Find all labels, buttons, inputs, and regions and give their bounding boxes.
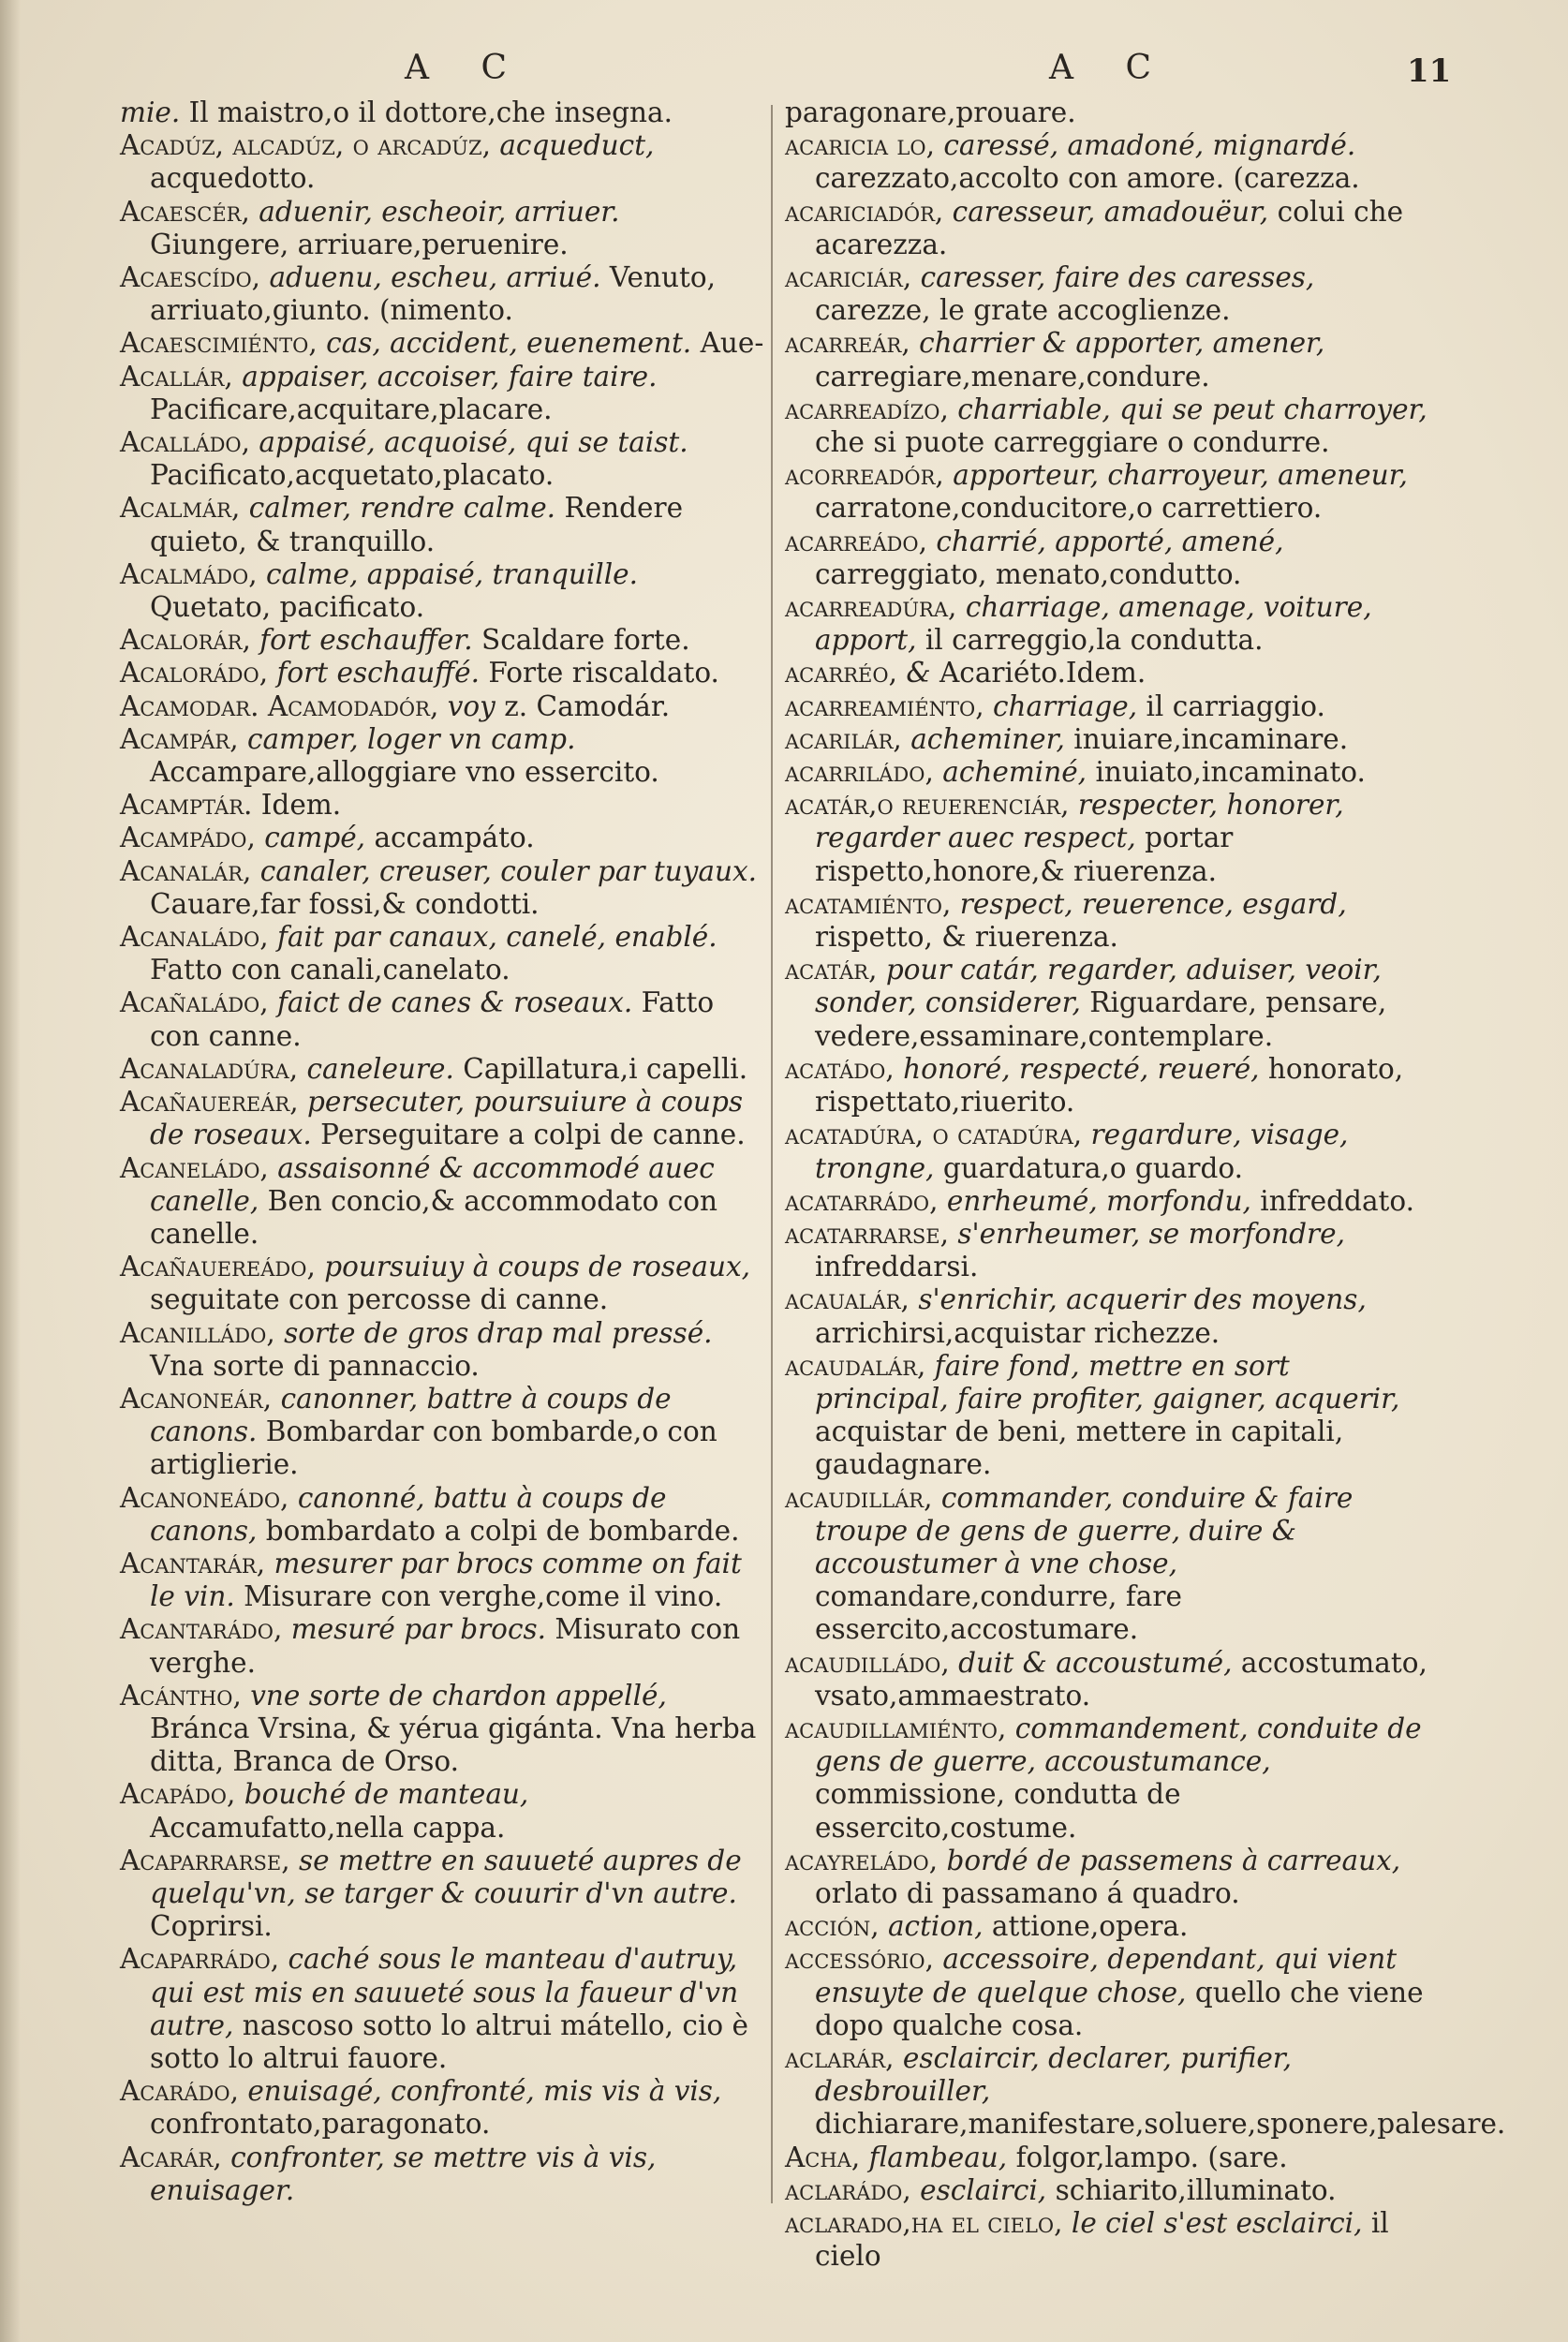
running-head-left: A C bbox=[405, 49, 527, 87]
entry-french: le ciel s'est esclairci, bbox=[1071, 2207, 1363, 2239]
entry-italian: accampáto. bbox=[374, 822, 535, 854]
dictionary-entry bbox=[785, 129, 1431, 195]
entry-french: faict de canes & roseaux. bbox=[277, 986, 633, 1019]
entry-headword: Acañauereádo, bbox=[120, 1251, 316, 1283]
entry-french: commander, conduire & faire troupe de gens de guerre, duire & accoustumer à vne chose, bbox=[815, 1481, 1354, 1579]
entry-french: respect, reuerence, esgard, bbox=[959, 887, 1347, 920]
entry-italian: comandare,condurre, fare essercito,accostumare. bbox=[815, 1580, 1182, 1646]
entry-headword: acaricia lo, bbox=[785, 129, 935, 162]
entry-headword: Acallár, bbox=[120, 360, 233, 393]
entry-french: vne sorte de chardon appellé, bbox=[250, 1679, 667, 1712]
dictionary-entry bbox=[785, 1910, 1431, 1943]
entry-headword: Acanaládo, bbox=[120, 921, 269, 954]
entry-french: canonné, battu à coups de canons, bbox=[150, 1481, 667, 1547]
entry-italian: infreddarsi. bbox=[815, 1251, 979, 1283]
entry-headword: aclarádo, bbox=[785, 2173, 911, 2206]
entry-headword: aclarár, bbox=[785, 2041, 895, 2074]
entry-french: s'enrichir, acquerir des moyens, bbox=[918, 1283, 1367, 1316]
dictionary-entry bbox=[785, 2207, 1431, 2273]
entry-headword: accessório, bbox=[785, 1943, 934, 1976]
entry-italian: paragonare,prouare. bbox=[785, 96, 1076, 128]
entry-headword: Acamptár. bbox=[120, 789, 253, 822]
running-head-right: A C bbox=[1049, 49, 1172, 87]
entry-french: bouché de manteau, bbox=[244, 1778, 529, 1811]
dictionary-entry bbox=[120, 1053, 766, 1086]
entry-headword: acatár, bbox=[785, 954, 878, 986]
entry-italian: nascoso sotto lo altrui mátello, cio è sotto lo altrui fauore. bbox=[150, 2008, 748, 2074]
entry-italian: carratone,conducitore,o carrettiero. bbox=[815, 492, 1323, 525]
entry-french: charriage, bbox=[993, 689, 1138, 722]
entry-italian: Bombardar con bombarde,o con artiglierie. bbox=[150, 1416, 717, 1481]
dictionary-entry bbox=[785, 657, 1431, 689]
entry-headword: acatamiénto, bbox=[785, 887, 952, 920]
entry-headword: Acha, bbox=[785, 2141, 861, 2173]
entry-french: assaisonné & accommodé auec canelle, bbox=[150, 1151, 715, 1217]
entry-italian: commissione, condutta de essercito,costume. bbox=[815, 1778, 1181, 1844]
entry-headword: Acarádo, bbox=[120, 2075, 239, 2108]
dictionary-entry bbox=[120, 426, 766, 492]
entry-headword: Acanoneár, bbox=[120, 1382, 273, 1415]
entry-italian: Capillatura,i capelli. bbox=[463, 1052, 748, 1085]
entry-italian: attione,opera. bbox=[991, 1910, 1189, 1943]
entry-italian: carreggiato, menato,condutto. bbox=[815, 557, 1242, 590]
entry-french: calme, appaisé, tranquille. bbox=[265, 557, 639, 590]
entry-italian: Misurato con verghe. bbox=[150, 1613, 741, 1679]
dictionary-entry bbox=[785, 1647, 1431, 1712]
entry-italian: carezze, le grate accoglienze. bbox=[815, 294, 1231, 327]
dictionary-entry bbox=[120, 129, 766, 195]
entry-headword: acción, bbox=[785, 1910, 880, 1943]
entry-headword: Acanalár, bbox=[120, 854, 252, 887]
entry-french: commandement, conduite de gens de guerre, accoustumance, bbox=[815, 1712, 1422, 1778]
entry-headword: Acanaladúra, bbox=[120, 1052, 299, 1085]
entry-french: mesuré par brocs. bbox=[290, 1613, 546, 1646]
entry-italian: Forte riscaldato. bbox=[488, 657, 719, 689]
entry-french: regardure, visage, trongne, bbox=[815, 1119, 1349, 1184]
entry-french: appaiser, accoiser, faire taire. bbox=[242, 360, 658, 393]
entry-italian: orlato di passamano á quadro. bbox=[815, 1876, 1240, 1909]
entry-french: voy bbox=[447, 689, 496, 722]
entry-french: caché sous le manteau d'autruy, qui est mis en sauueté sous la faueur d'vn autre, bbox=[150, 1943, 739, 2041]
entry-headword: Acalmádo, bbox=[120, 557, 258, 590]
entry-french: respecter, honorer, regarder auec respect, bbox=[815, 789, 1344, 854]
entry-italian: Idem. bbox=[260, 789, 342, 822]
dictionary-entry bbox=[785, 2041, 1506, 2142]
entry-french: duit & accoustumé, bbox=[958, 1646, 1233, 1679]
entry-french: acheminé, bbox=[942, 756, 1087, 789]
entry-headword: Acampádo, bbox=[120, 822, 256, 854]
dictionary-entry bbox=[785, 888, 1431, 954]
entry-headword: acorreadór, bbox=[785, 459, 944, 492]
dictionary-entry bbox=[120, 96, 766, 129]
dictionary-entry bbox=[120, 261, 766, 327]
entry-italian: Riguardare, pensare, vedere,essaminare,contemplare. bbox=[815, 986, 1387, 1052]
entry-french: fait par canaux, canelé, enablé. bbox=[277, 921, 717, 954]
dictionary-entry bbox=[120, 921, 766, 986]
dictionary-entry bbox=[120, 624, 766, 657]
entry-headword: acarriládo, bbox=[785, 756, 934, 789]
entry-italian: seguitate con percosse di canne. bbox=[150, 1283, 609, 1316]
entry-italian: Accampare,alloggiare vno essercito. bbox=[150, 756, 659, 789]
entry-italian: Cauare,far fossi,& condotti. bbox=[150, 887, 540, 920]
entry-italian: Perseguitare a colpi de canne. bbox=[320, 1119, 746, 1151]
entry-french: aduenir, escheoir, arriuer. bbox=[259, 195, 620, 228]
entry-french: fort eschauffé. bbox=[276, 657, 480, 689]
entry-french: confronter, se mettre vis à vis, enuisager. bbox=[150, 2141, 657, 2206]
dictionary-entry bbox=[785, 261, 1431, 327]
entry-headword: Acaescér, bbox=[120, 195, 250, 228]
entry-french: esclairci, bbox=[920, 2173, 1047, 2206]
entry-italian: guardatura,o guardo. bbox=[942, 1151, 1244, 1184]
entry-italian: Il maistro,o il dottore,che insegna. bbox=[188, 96, 673, 128]
entry-french: & bbox=[906, 657, 931, 689]
dictionary-entry bbox=[785, 789, 1431, 888]
entry-italian: schiarito,illuminato. bbox=[1055, 2173, 1337, 2206]
entry-french: appaisé, acquoisé, qui se taist. bbox=[259, 426, 688, 459]
dictionary-entry bbox=[785, 2142, 1431, 2174]
dictionary-entry bbox=[120, 2142, 766, 2207]
entry-headword: acarréo, bbox=[785, 657, 897, 689]
entry-italian: Coprirsi. bbox=[150, 1910, 273, 1943]
dictionary-entry bbox=[785, 1350, 1431, 1482]
entry-headword: Acaparrarse, bbox=[120, 1844, 290, 1876]
entry-french: charrié, apporté, amené, bbox=[936, 525, 1284, 557]
entry-headword: acaudillár, bbox=[785, 1481, 933, 1514]
entry-headword: acaudalár, bbox=[785, 1349, 926, 1382]
entry-french: poursuiuy à coups de roseaux, bbox=[324, 1251, 751, 1283]
entry-italian: che si puote carreggiare o condurre. bbox=[815, 426, 1330, 459]
entry-french: mesurer par brocs comme on fait le vin. bbox=[150, 1547, 742, 1613]
entry-french: enrheumé, morfondu, bbox=[946, 1184, 1251, 1217]
entry-italian: colui che acarezza. bbox=[815, 195, 1404, 260]
entry-italian: Venuto, arriuato,giunto. (nimento. bbox=[150, 261, 716, 327]
dictionary-entry bbox=[785, 1712, 1431, 1845]
dictionary-entry bbox=[120, 1548, 766, 1613]
entry-italian: il carriaggio. bbox=[1146, 689, 1325, 722]
entry-french: action, bbox=[887, 1910, 984, 1943]
entry-italian: z. Camodár. bbox=[504, 689, 671, 722]
entry-headword: Acañauereár, bbox=[120, 1086, 299, 1119]
entry-french: canonner, battre à coups de canons. bbox=[150, 1382, 672, 1448]
entry-french: campé, bbox=[264, 822, 366, 854]
entry-french: sorte de gros drap mal pressé. bbox=[284, 1316, 713, 1349]
dictionary-entry bbox=[120, 1086, 766, 1151]
entry-headword: Acalorár, bbox=[120, 624, 251, 657]
entry-headword: acarilár, bbox=[785, 722, 902, 755]
entry-italian: carregiare,menare,condure. bbox=[815, 360, 1210, 393]
entry-headword: Acalorádo, bbox=[120, 657, 269, 689]
entry-italian: carezzato,accolto con amore. (carezza. bbox=[815, 162, 1360, 195]
dictionary-entry bbox=[120, 327, 766, 360]
entry-italian: Pacificare,acquitare,placare. bbox=[150, 393, 553, 425]
entry-headword: acarreádo, bbox=[785, 525, 927, 557]
entry-italian: Aue- bbox=[700, 327, 764, 360]
dictionary-entry bbox=[785, 1185, 1431, 1218]
dictionary-entry bbox=[120, 1383, 766, 1482]
entry-french: faire fond, mettre en sort principal, faire profiter, gaigner, acquerir, bbox=[815, 1349, 1400, 1415]
entry-headword: acatarrádo, bbox=[785, 1184, 939, 1217]
dictionary-entry bbox=[120, 789, 766, 822]
dictionary-entry bbox=[785, 1218, 1431, 1283]
entry-headword: Acamodar. Acamodadór, bbox=[120, 689, 439, 722]
dictionary-entry bbox=[785, 526, 1431, 591]
entry-italian: Misurare con verghe,come il vino. bbox=[244, 1580, 723, 1613]
entry-french: camper, loger vn camp. bbox=[247, 722, 576, 755]
dictionary-entry bbox=[120, 361, 766, 426]
entry-french: flambeau, bbox=[868, 2141, 1008, 2173]
dictionary-entry bbox=[785, 1845, 1431, 1910]
dictionary-entry bbox=[120, 690, 766, 723]
dictionary-entry bbox=[120, 1482, 766, 1548]
entry-french: persecuter, poursuiure à coups de roseaux. bbox=[150, 1086, 744, 1151]
entry-french: mie. bbox=[120, 96, 181, 128]
dictionary-entry bbox=[120, 1680, 766, 1779]
dictionary-entry bbox=[120, 1778, 766, 1844]
entry-french: charrier & apporter, amener, bbox=[919, 327, 1325, 360]
entry-headword: acatadúra, o catadúra, bbox=[785, 1119, 1083, 1151]
entry-headword: acarreamiénto, bbox=[785, 689, 984, 722]
entry-headword: acayreládo, bbox=[785, 1844, 939, 1876]
dictionary-entry bbox=[785, 954, 1431, 1053]
dictionary-entry bbox=[785, 723, 1431, 756]
entry-italian: Acariéto.Idem. bbox=[939, 657, 1146, 689]
right-column bbox=[785, 96, 1506, 2273]
entry-headword: acatár,o reuerenciár, bbox=[785, 789, 1070, 822]
entry-italian: il carreggio,la condutta. bbox=[925, 624, 1264, 657]
dictionary-entry bbox=[120, 1152, 766, 1252]
entry-headword: acaudilládo, bbox=[785, 1646, 950, 1679]
entry-headword: Acaescído, bbox=[120, 261, 261, 294]
entry-italian: il cielo bbox=[815, 2207, 1389, 2273]
entry-italian: portar rispetto,honore,& riuerenza. bbox=[815, 822, 1234, 887]
entry-italian: confrontato,paragonato. bbox=[150, 2108, 491, 2141]
entry-french: esclaircir, declarer, purifier, desbrouiller, bbox=[815, 2041, 1293, 2108]
entry-headword: acariciár, bbox=[785, 261, 912, 294]
entry-headword: Acántho, bbox=[120, 1679, 242, 1712]
entry-headword: Acantarádo, bbox=[120, 1613, 283, 1646]
entry-italian: Bránca Vrsina, & yérua gigánta. Vna herba ditta, Branca de Orso. bbox=[150, 1712, 757, 1778]
dictionary-entry bbox=[120, 1613, 766, 1679]
page-number: 11 bbox=[1407, 52, 1452, 90]
dictionary-entry bbox=[120, 1251, 766, 1316]
dictionary-entry bbox=[120, 855, 766, 921]
entry-headword: Acantarár, bbox=[120, 1547, 266, 1579]
dictionary-entry bbox=[120, 1943, 766, 2075]
dictionary-entry bbox=[785, 756, 1431, 789]
entry-headword: acaualár, bbox=[785, 1283, 910, 1316]
entry-french: charriable, qui se peut charroyer, bbox=[957, 393, 1427, 425]
entry-headword: acarreadízo, bbox=[785, 393, 949, 425]
dictionary-entry bbox=[120, 723, 766, 789]
entry-french: s'enrheumer, se morfondre, bbox=[957, 1217, 1345, 1250]
entry-headword: Acaescimiénto, bbox=[120, 327, 318, 360]
entry-headword: Acanoneádo, bbox=[120, 1481, 289, 1514]
entry-headword: Acapádo, bbox=[120, 1778, 236, 1811]
dictionary-entry bbox=[785, 393, 1431, 459]
dictionary-entry bbox=[120, 2075, 766, 2141]
dictionary-entry bbox=[120, 1317, 766, 1383]
entry-french: acqueduct, bbox=[499, 129, 655, 162]
entry-french: bordé de passemens à carreaux, bbox=[946, 1844, 1401, 1876]
entry-french: honoré, respecté, reueré, bbox=[903, 1052, 1260, 1085]
dictionary-entry bbox=[785, 2174, 1431, 2207]
entry-headword: acaudillamiénto, bbox=[785, 1712, 1007, 1744]
entry-headword: aclarado,ha el cielo, bbox=[785, 2207, 1063, 2239]
dictionary-entry bbox=[785, 591, 1431, 657]
entry-italian: Ben concio,& accommodato con canelle. bbox=[150, 1184, 718, 1250]
entry-french: charriage, amenage, voiture, apport, bbox=[815, 591, 1372, 657]
entry-headword: Acampár, bbox=[120, 722, 239, 755]
entry-headword: Acañaládo, bbox=[120, 986, 269, 1019]
entry-headword: Acanilládo, bbox=[120, 1316, 275, 1349]
entry-italian: inuiato,incaminato. bbox=[1095, 756, 1366, 789]
binding-shadow bbox=[0, 0, 21, 2342]
dictionary-entry bbox=[785, 1283, 1431, 1349]
dictionary-entry bbox=[120, 558, 766, 624]
entry-italian: Accamufatto,nella cappa. bbox=[150, 1811, 506, 1844]
entry-headword: Acarár, bbox=[120, 2141, 222, 2173]
dictionary-entry bbox=[785, 196, 1431, 261]
entry-italian: dichiarare,manifestare,soluere,sponere,palesare. bbox=[815, 2108, 1506, 2141]
entry-headword: acatarrarse, bbox=[785, 1217, 949, 1250]
entry-french: enuisagé, confronté, mis vis à vis, bbox=[247, 2075, 722, 2108]
entry-italian: Vna sorte di pannaccio. bbox=[150, 1349, 480, 1382]
entry-headword: Acaneládo, bbox=[120, 1151, 269, 1184]
entry-headword: Acalmár, bbox=[120, 492, 241, 525]
entry-french: calmer, rendre calme. bbox=[248, 492, 556, 525]
entry-french: accessoire, dependant, qui vient ensuyte de quelque chose, bbox=[815, 1943, 1398, 2008]
entry-headword: Acalládo, bbox=[120, 426, 251, 459]
column-divider bbox=[771, 105, 773, 2203]
entry-italian: acquistar de beni, mettere in capitali, gaudagnare. bbox=[815, 1416, 1344, 1481]
dictionary-entry bbox=[785, 1119, 1431, 1184]
dictionary-entry bbox=[120, 492, 766, 557]
entry-italian: folgor,lampo. (sare. bbox=[1015, 2141, 1288, 2173]
dictionary-entry bbox=[785, 1943, 1431, 2042]
entry-french: caresseur, amadouëur, bbox=[952, 195, 1269, 228]
dictionary-entry bbox=[785, 327, 1431, 393]
dictionary-entry bbox=[120, 196, 766, 261]
entry-headword: Acadúz, alcadúz, o arcadúz, bbox=[120, 129, 491, 162]
entry-french: pour catár, regarder, aduiser, veoir, sonder, considerer, bbox=[815, 954, 1382, 1019]
entry-headword: acarreár, bbox=[785, 327, 910, 360]
dictionary-entry bbox=[120, 822, 766, 854]
entry-french: caneleure. bbox=[306, 1052, 454, 1085]
entry-italian: infreddato. bbox=[1260, 1184, 1415, 1217]
entry-french: fort eschauffer. bbox=[259, 624, 473, 657]
entry-italian: Giungere, arriuare,peruenire. bbox=[150, 228, 569, 260]
dictionary-entry bbox=[120, 1845, 766, 1944]
dictionary-entry bbox=[785, 690, 1431, 723]
entry-italian: Fatto con canali,canelato. bbox=[150, 954, 510, 986]
dictionary-entry bbox=[785, 459, 1431, 525]
entry-italian: rispetto, & riuerenza. bbox=[815, 921, 1118, 954]
entry-italian: Pacificato,acquetato,placato. bbox=[150, 459, 555, 492]
entry-headword: acatádo, bbox=[785, 1052, 895, 1085]
entry-italian: Fatto con canne. bbox=[150, 986, 715, 1052]
entry-french: canaler, creuser, couler par tuyaux. bbox=[259, 854, 758, 887]
entry-french: caressé, amadoné, mignardé. bbox=[943, 129, 1356, 162]
entry-headword: acariciadór, bbox=[785, 195, 944, 228]
entry-italian: quello che viene dopo qualche cosa. bbox=[815, 1976, 1424, 2041]
entry-italian: Rendere quieto, & tranquillo. bbox=[150, 492, 684, 557]
entry-french: se mettre en sauueté aupres de quelqu'vn, se targer & couurir d'vn autre. bbox=[150, 1844, 742, 1909]
left-column bbox=[120, 96, 766, 2207]
entry-headword: Acaparrádo, bbox=[120, 1943, 280, 1976]
entry-french: acheminer, bbox=[910, 722, 1065, 755]
dictionary-entry bbox=[785, 96, 1431, 129]
entry-italian: inuiare,incaminare. bbox=[1073, 722, 1349, 755]
entry-italian: accostumato, vsato,ammaestrato. bbox=[815, 1646, 1427, 1712]
entry-italian: Scaldare forte. bbox=[481, 624, 690, 657]
dictionary-entry bbox=[785, 1053, 1431, 1119]
entry-french: apporteur, charroyeur, ameneur, bbox=[953, 459, 1408, 492]
entry-italian: Quetato, pacificato. bbox=[150, 591, 425, 624]
entry-italian: arrichirsi,acquistar richezze. bbox=[815, 1316, 1220, 1349]
entry-italian: acquedotto. bbox=[150, 162, 316, 195]
entry-italian: honorato, rispettato,riuerito. bbox=[815, 1052, 1404, 1119]
entry-headword: acarreadúra, bbox=[785, 591, 957, 624]
dictionary-entry bbox=[785, 1482, 1431, 1647]
dictionary-entry bbox=[120, 986, 766, 1052]
entry-french: cas, accident, euenement. bbox=[326, 327, 692, 360]
entry-french: aduenu, escheu, arriué. bbox=[269, 261, 601, 294]
entry-italian: bombardato a colpi de bombarde. bbox=[265, 1514, 740, 1547]
entry-french: caresser, faire des caresses, bbox=[920, 261, 1315, 294]
dictionary-entry bbox=[120, 657, 766, 689]
